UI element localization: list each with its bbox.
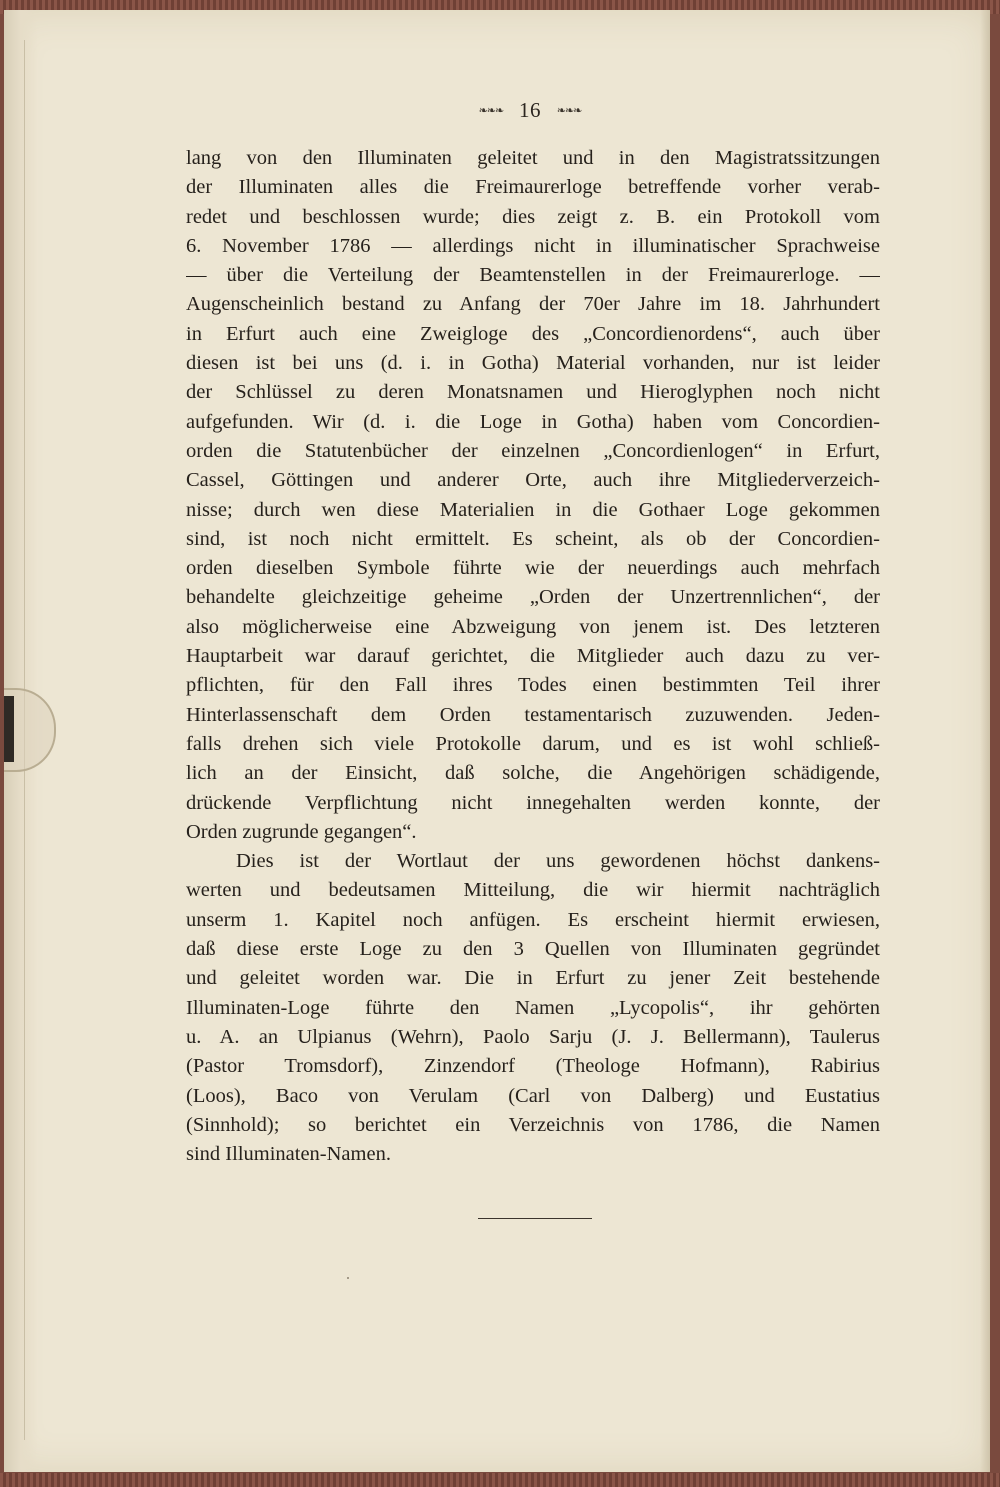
text-line: 6. November 1786 — allerdings nicht in illuminatischer Sprachweise [186, 234, 880, 257]
section-end-rule [478, 1218, 592, 1219]
text-line: orden dieselben Symbole führte wie der neuerdings auch mehrfach [186, 557, 880, 580]
running-header [0, 96, 1000, 123]
text-line: werten und bedeutsamen Mitteilung, die wir hiermit nachträglich [186, 879, 880, 902]
book-cover-bottom-edge [0, 1473, 1000, 1487]
text-line: sind, ist noch nicht ermittelt. Es scheint, als ob der Concordien- [186, 527, 880, 550]
text-line: behandelte gleichzeitige geheime „Orden der Unzertrennlichen“, der [186, 586, 880, 609]
paper-speck [347, 1277, 349, 1279]
text-line: lich an der Einsicht, daß solche, die Angehörigen schädigende, [186, 762, 880, 785]
text-line: Hauptarbeit war darauf gerichtet, die Mitglieder auch dazu zu ver- [186, 645, 880, 668]
text-line: redet und beschlossen wurde; dies zeigt z. B. ein Protokoll vom [186, 205, 880, 228]
text-line: unserm 1. Kapitel noch anfügen. Es erscheint hiermit erwiesen, [186, 908, 880, 931]
text-line: Illuminaten-Loge führte den Namen „Lycopolis“, ihr gehörten [186, 996, 880, 1019]
text-line: also möglicherweise eine Abzweigung von jenem ist. Des letzteren [186, 615, 880, 638]
text-line: diesen ist bei uns (d. i. in Gotha) Material vorhanden, nur ist leider [186, 352, 880, 375]
text-line: drückende Verpflichtung nicht innegehalten werden konnte, der [186, 791, 880, 814]
text-line: — über die Verteilung der Beamtenstellen in der Freimaurerloge. — [186, 264, 880, 287]
paragraph-2 [186, 847, 880, 1169]
text-line: Dies ist der Wortlaut der uns gewordenen höchst dankens- [236, 850, 880, 873]
page-tab-binding [4, 696, 14, 762]
paragraph-1 [186, 144, 880, 847]
text-line: in Erfurt auch eine Zweigloge des „Concordienordens“, auch über [186, 322, 880, 345]
text-line: der Illuminaten alles die Freimaurerloge betreffende vorher verab- [186, 176, 880, 199]
text-line: nisse; durch wen diese Materialien in die Gothaer Loge gekommen [186, 498, 880, 521]
text-line: Hinterlassenschaft dem Orden testamentarisch zuzuwenden. Jeden- [186, 703, 880, 726]
page-right-edge [980, 10, 990, 1472]
text-line: falls drehen sich viele Protokolle darum, und es ist wohl schließ- [186, 732, 880, 755]
text-line: (Pastor Tromsdorf), Zinzendorf (Theologe Hofmann), Rabirius [186, 1055, 880, 1078]
body-text [186, 144, 880, 1169]
text-line: und geleitet worden war. Die in Erfurt zu jener Zeit bestehende [186, 967, 880, 990]
text-line: Orden zugrunde gegangen“. [186, 820, 417, 843]
text-line: Augenscheinlich bestand zu Anfang der 70er Jahre im 18. Jahrhundert [186, 293, 880, 316]
text-line: der Schlüssel zu deren Monatsnamen und Hieroglyphen noch nicht [186, 381, 880, 404]
page-number: 16 [519, 97, 541, 122]
text-line: lang von den Illuminaten geleitet und in den Magistratssitzungen [186, 147, 880, 169]
text-line: u. A. an Ulpianus (Wehrn), Paolo Sarju (J. J. Bellermann), Taulerus [186, 1025, 880, 1048]
header-ornament-left-icon: ❧❧❧ [478, 104, 504, 117]
text-line: (Loos), Baco von Verulam (Carl von Dalberg) und Eustatius [186, 1084, 880, 1107]
text-line: Cassel, Göttingen und anderer Orte, auch ihre Mitgliederverzeich- [186, 469, 880, 492]
text-line: orden die Statutenbücher der einzelnen „Concordienlogen“ in Erfurt, [186, 439, 880, 462]
text-line: sind Illuminaten-Namen. [186, 1143, 391, 1166]
header-ornament-right-icon: ❧❧❧ [556, 104, 582, 117]
text-line: aufgefunden. Wir (d. i. die Loge in Gotha) haben vom Concordien- [186, 410, 880, 433]
text-line: (Sinnhold); so berichtet ein Verzeichnis von 1786, die Namen [186, 1113, 880, 1136]
text-line: daß diese erste Loge zu den 3 Quellen von Illuminaten gegründet [186, 938, 880, 961]
text-line: pflichten, für den Fall ihres Todes einen bestimmten Teil ihrer [186, 674, 880, 697]
